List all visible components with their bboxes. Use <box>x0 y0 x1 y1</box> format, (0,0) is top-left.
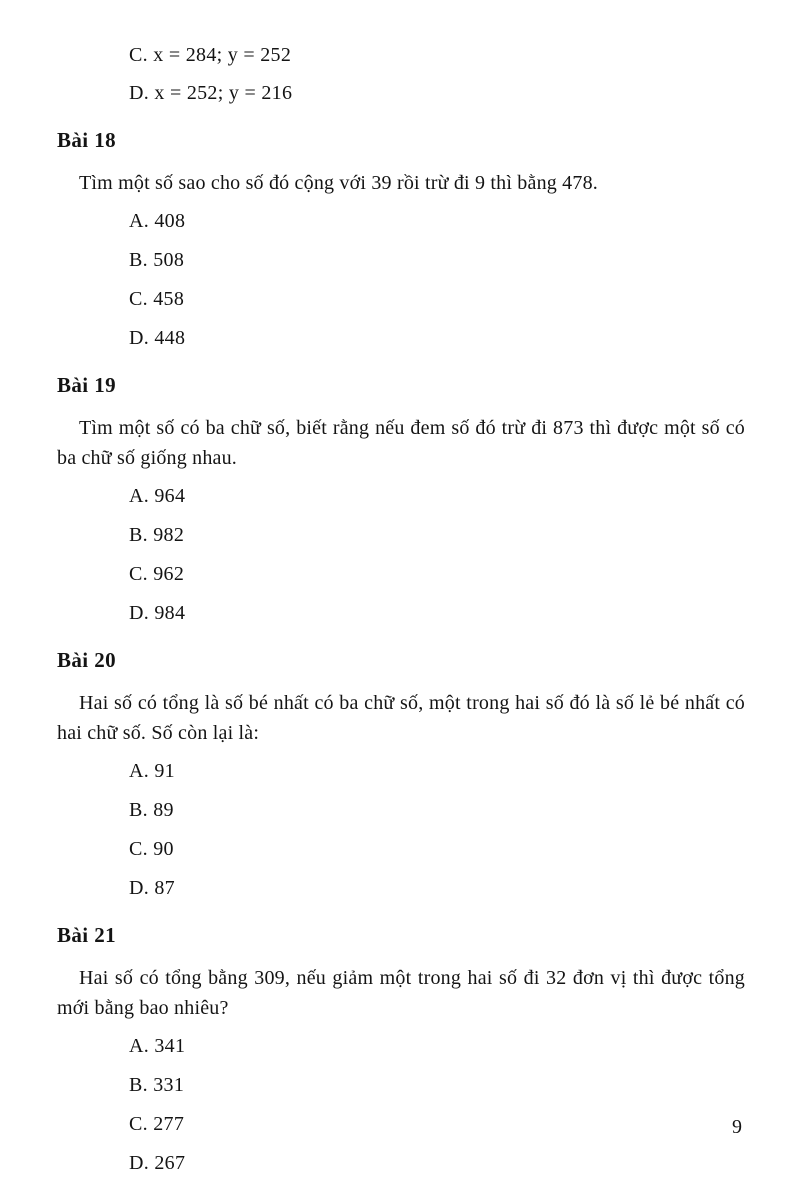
answer-options <box>57 1035 745 1175</box>
option-c: C. 962 <box>129 563 185 585</box>
option-c: C. 90 <box>129 838 174 860</box>
previous-question-options <box>129 44 745 105</box>
problem-bai-21 <box>57 923 745 1175</box>
problem-text: Tìm một số sao cho số đó cộng với 39 rồi trừ đi 9 thì bằng 478. <box>79 172 598 194</box>
option-d: D. 448 <box>129 327 186 349</box>
problem-bai-18 <box>57 128 745 350</box>
problem-title: Bài 18 <box>57 128 116 152</box>
option-c: C. 277 <box>129 1113 185 1135</box>
problem-title: Bài 21 <box>57 923 116 947</box>
problem-text: Hai số có tổng là số bé nhất có ba chữ số, một trong hai số đó là số lẻ bé nhất có hai chữ số. Số còn lại là: <box>57 692 745 744</box>
option-c: C. 458 <box>129 288 185 310</box>
page-number: 9 <box>732 1116 742 1138</box>
option-b: B. 982 <box>129 524 185 546</box>
problem-title: Bài 20 <box>57 648 116 672</box>
option-b: B. 508 <box>129 249 185 271</box>
option-d: D. 984 <box>129 602 186 624</box>
option-b: B. 89 <box>129 799 174 821</box>
answer-options <box>57 760 745 900</box>
problem-text: Tìm một số có ba chữ số, biết rằng nếu đem số đó trừ đi 873 thì được một số có ba chữ số giống nhau. <box>57 417 745 469</box>
problem-bai-19 <box>57 373 745 625</box>
option-b: B. 331 <box>129 1074 185 1096</box>
option-d: D. 87 <box>129 877 175 899</box>
problem-title: Bài 19 <box>57 373 116 397</box>
option-a: A. 408 <box>129 210 186 232</box>
option-a: A. 91 <box>129 760 175 782</box>
option-a: A. 341 <box>129 1035 186 1057</box>
answer-options <box>57 210 745 350</box>
problem-text: Hai số có tổng bằng 309, nếu giảm một trong hai số đi 32 đơn vị thì được tổng mới bằng bao nhiêu? <box>57 967 745 1019</box>
problem-bai-20 <box>57 648 745 900</box>
previous-option-c: C. x = 284; y = 252 <box>129 44 292 66</box>
previous-option-d: D. x = 252; y = 216 <box>129 82 293 104</box>
option-a: A. 964 <box>129 485 186 507</box>
option-d: D. 267 <box>129 1152 186 1174</box>
answer-options <box>57 485 745 625</box>
